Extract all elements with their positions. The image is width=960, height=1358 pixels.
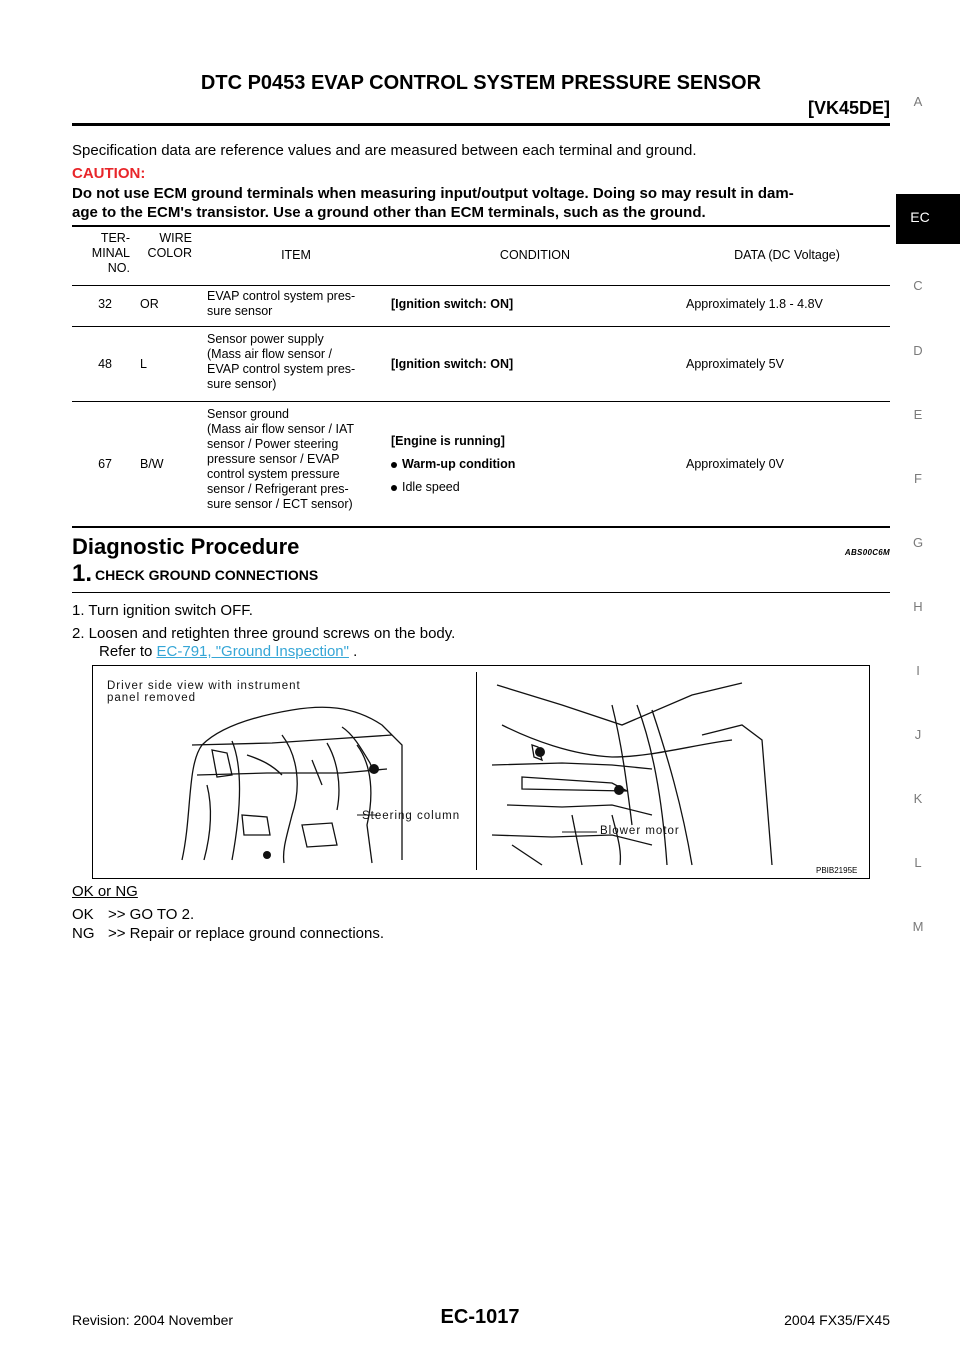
row-terminal: 67 — [98, 457, 112, 471]
table-rule — [72, 285, 890, 286]
section-tab-f[interactable]: F — [914, 471, 922, 486]
steering-column-label: Steering column — [362, 810, 461, 822]
footer-revision: Revision: 2004 November — [72, 1312, 234, 1328]
header-wire-color: WIRE COLOR — [147, 231, 192, 260]
table-rule — [72, 526, 890, 528]
page-subtitle: [VK45DE] — [807, 98, 890, 118]
step-title: CHECK GROUND CONNECTIONS — [95, 567, 319, 583]
row-data: Approximately 5V — [686, 357, 784, 371]
procedure-reference: Refer to EC-791, "Ground Inspection" . — [99, 643, 358, 660]
table-rule — [72, 401, 890, 402]
section-tab-l[interactable]: L — [914, 855, 922, 870]
ok-ng-label: OK or NG — [72, 883, 138, 900]
section-tab-h[interactable]: H — [913, 599, 923, 614]
caution-line: Do not use ECM ground terminals when measuring input/output voltage. Doing so may result in dam- — [72, 185, 794, 202]
section-tab-a[interactable]: A — [913, 94, 923, 109]
row-item: Sensor ground (Mass air flow sensor / IAT sensor / Power steering pressure sensor / EVAP control system pressure sensor / Refrigerant pres- sure sensor / ECT sensor) — [207, 407, 355, 511]
section-heading: Diagnostic Procedure — [72, 534, 300, 559]
step-rule — [72, 592, 890, 593]
ground-inspection-link[interactable]: EC-791, "Ground Inspection" — [156, 643, 349, 660]
footer-model: 2004 FX35/FX45 — [784, 1312, 890, 1328]
result-ok: OK >> GO TO 2. — [72, 906, 195, 923]
condition-bullet: Idle speed — [391, 480, 515, 495]
row-item: Sensor power supply (Mass air flow sensor / EVAP control system pres- sure sensor) — [207, 332, 356, 391]
caution-label: CAUTION: — [72, 165, 146, 182]
header-item: ITEM — [281, 248, 311, 262]
procedure-step: 2. Loosen and retighten three ground screws on the body. — [72, 625, 456, 642]
table-rule — [72, 225, 890, 227]
header-condition: CONDITION — [499, 248, 571, 262]
caution-text — [72, 184, 892, 222]
section-tab-d[interactable]: D — [913, 343, 923, 358]
intro-text: Specification data are reference values and are measured between each terminal and ground. — [72, 142, 697, 159]
caution-line: age to the ECM's transistor. Use a ground other than ECM terminals, such as the ground. — [72, 204, 706, 221]
row-wire: B/W — [140, 457, 164, 471]
procedure-step: 1. Turn ignition switch OFF. — [72, 602, 253, 619]
illustration-code: PBIB2195E — [816, 866, 858, 875]
section-tab-m[interactable]: M — [912, 919, 924, 934]
illustration-caption: Driver side view with instrument panel removed — [107, 680, 301, 704]
row-terminal: 32 — [98, 297, 112, 311]
illustration-divider — [476, 672, 477, 870]
section-tab-e[interactable]: E — [913, 407, 923, 422]
section-tab-i[interactable]: I — [916, 663, 920, 678]
row-wire: OR — [140, 297, 159, 311]
row-condition: [Ignition switch: ON] — [391, 297, 514, 311]
bullet-icon — [391, 485, 397, 491]
step-number: 1. — [72, 560, 93, 587]
row-wire: L — [140, 357, 147, 371]
row-data: Approximately 1.8 - 4.8V — [686, 297, 823, 311]
header-rule — [72, 123, 890, 126]
header-terminal: TER- MINAL NO. — [91, 231, 130, 275]
section-tab-k[interactable]: K — [913, 791, 923, 806]
page-title: DTC P0453 EVAP CONTROL SYSTEM PRESSURE SENSOR — [200, 72, 762, 94]
header-data: DATA (DC Voltage) — [734, 248, 840, 262]
section-tab-ec[interactable]: EC — [910, 209, 930, 225]
row-condition: [Ignition switch: ON] — [391, 357, 514, 371]
blower-motor-label: Blower motor — [600, 825, 680, 837]
row-data: Approximately 0V — [686, 457, 784, 471]
section-tab-j[interactable]: J — [914, 727, 922, 742]
bullet-icon — [391, 462, 397, 468]
condition-bullet: Warm-up condition — [391, 457, 515, 472]
section-tab-g[interactable]: G — [912, 535, 924, 550]
row-item: EVAP control system pres- sure sensor — [207, 289, 356, 318]
result-ng: NG >> Repair or replace ground connections. — [72, 925, 385, 942]
footer-page-number: EC-1017 — [440, 1306, 520, 1328]
row-condition: [Engine is running] Warm-up condition Idle speed — [391, 434, 516, 494]
section-tab-c[interactable]: C — [913, 278, 923, 293]
row-terminal: 48 — [98, 357, 112, 371]
table-rule — [72, 326, 890, 327]
section-code: ABS00C6M — [844, 548, 890, 557]
